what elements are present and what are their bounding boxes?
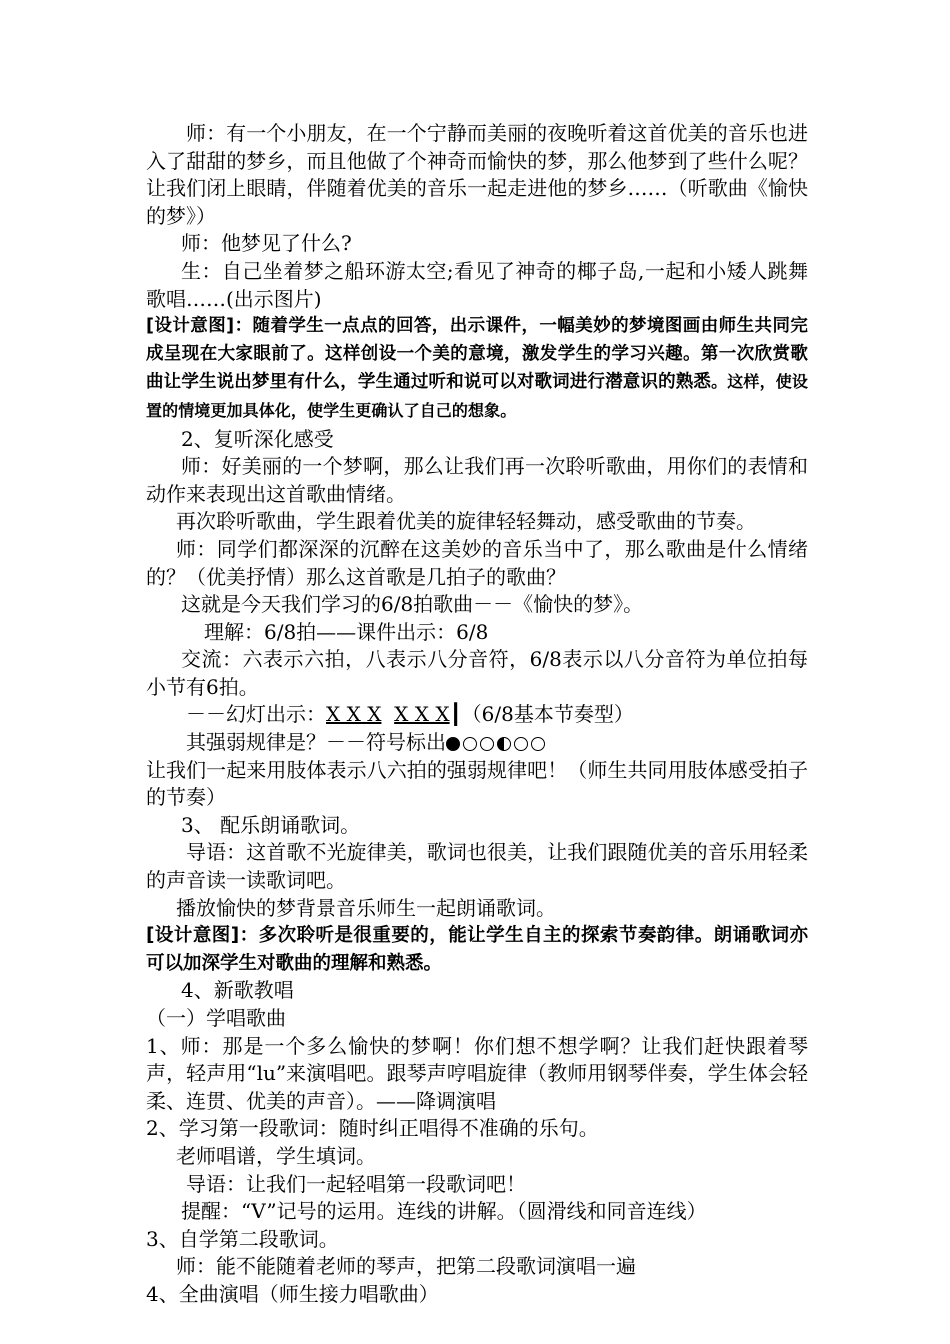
paragraph-student-answer: 生：自己坐着梦之船环游太空;看见了神奇的椰子岛,一起和小矮人跳舞歌唱……(出示图片) [146,258,808,311]
paragraph-teacher-question: 师：他梦见了什么? [181,231,352,256]
rhythm-group-1: X X X [326,702,382,727]
beat-symbols [446,737,545,751]
design-intent-1 [146,313,808,425]
paragraph-background-music: 播放愉快的梦背景音乐师生一起朗诵歌词。 [176,895,556,920]
step-1: 1、师：那是一个多么愉快的梦啊！你们想不想学啊？让我们赶快跟着琴声，轻声用“lu”来演唱吧。跟琴声哼唱旋律（教师用钢琴伴奏，学生体会轻柔、连贯、优美的声音）。——降调演唱 [146,1033,808,1113]
paragraph-listen-again: 再次聆听歌曲，学生跟着优美的旋律轻轻舞动，感受歌曲的节奏。 [176,509,756,534]
paragraph-teacher-sings: 老师唱谱，学生填词。 [176,1143,376,1168]
rhythm-pattern-note: ┃（6/8基本节奏型） [449,702,634,727]
section-heading-3: 3、 配乐朗诵歌词。 [181,812,361,837]
step-4: 4、全曲演唱（师生接力唱歌曲） [146,1281,439,1306]
weak-beat-icon [514,737,528,751]
strong-weak-text: 其强弱规律是？－－符号标出 [186,730,446,755]
paragraph-teacher-intro: 师：有一个小朋友，在一个宁静而美丽的夜晚听着这首优美的音乐也进入了甜甜的梦乡，而且他做了个神奇而愉快的梦，那么他梦到了些什么呢？让我们闭上眼睛，伴随着优美的音乐一起走进他的梦乡……（听歌曲《愉快的梦》） [146,121,808,228]
weak-beat-icon [463,737,477,751]
design-intent-2 [146,922,808,977]
rhythm-slide-label: －－幻灯出示： [186,702,326,727]
design-intent-label: [设计意图] [146,316,235,337]
secondary-strong-beat-icon [497,737,511,751]
rhythm-group-2: X X X [394,702,450,727]
step-3: 3、自学第二段歌词。 [146,1226,339,1251]
design-intent-text: ：多次聆听是很重要的，能让学生自主的探索节奏韵律。朗诵歌词亦可以加深学生对歌曲的理解和熟悉。 [146,925,808,974]
step-2: 2、学习第一段歌词：随时纠正唱得不准确的乐句。 [146,1116,599,1141]
weak-beat-icon [531,737,545,751]
subsection-heading: （一）学唱歌曲 [146,1006,286,1030]
document-page [146,120,808,1309]
paragraph-guide-lyrics: 导语：这首歌不光旋律美，歌词也很美，让我们跟随优美的音乐用轻柔的声音读一读歌词吧。 [146,840,808,893]
paragraph-rhythm-slide [146,701,808,729]
paragraph-second-verse: 师：能不能随着老师的琴声，把第二段歌词演唱一遍 [176,1254,636,1279]
section-heading-4: 4、新歌教唱 [181,978,294,1003]
design-intent-text-rest: 。这样，使设置的情境更加具体化，使学生更确认了自己的想象。 [146,372,808,420]
paragraph-song-intro: 这就是今天我们学习的6/8拍歌曲－－《愉快的梦》。 [181,592,644,617]
paragraph-understand: 理解：6/8拍——课件出示：6/8 [204,619,489,644]
strong-beat-icon [446,737,460,751]
paragraph-relisten: 师：好美丽的一个梦啊，那么让我们再一次聆听歌曲，用你们的表情和动作来表现出这首歌曲情绪。 [146,454,808,506]
paragraph-reminder: 提醒：“V”记号的运用。连线的讲解。（圆滑线和同音连线） [181,1199,707,1224]
paragraph-guide-sing: 导语：让我们一起轻唱第一段歌词吧！ [186,1171,526,1196]
section-heading-2: 2、复听深化感受 [181,426,334,451]
design-intent-text: ：随着学生一点点的回答，出示课件，一幅美妙的梦境图画由师生共同完成呈现在大家眼前了。这样创设一个美的意境，激发学生的学习兴趣。第一次欣赏歌曲让学生说出梦里有什么，学生通过听和说可以对歌词进行潜意识的熟悉 [146,316,808,393]
paragraph-exchange: 交流：六表示六拍，八表示八分音符，6/8表示以八分音符为单位拍每小节有6拍。 [146,647,808,699]
paragraph-strong-weak [146,729,808,757]
paragraph-mood-question: 师：同学们都深深的沉醉在这美妙的音乐当中了，那么歌曲是什么情绪的？（优美抒情）那么这首歌是几拍子的歌曲？ [146,536,808,589]
paragraph-body-movement: 让我们一起来用肢体表示八六拍的强弱规律吧！（师生共同用肢体感受拍子的节奏） [146,757,808,810]
design-intent-label: [设计意图] [146,925,240,947]
weak-beat-icon [480,737,494,751]
